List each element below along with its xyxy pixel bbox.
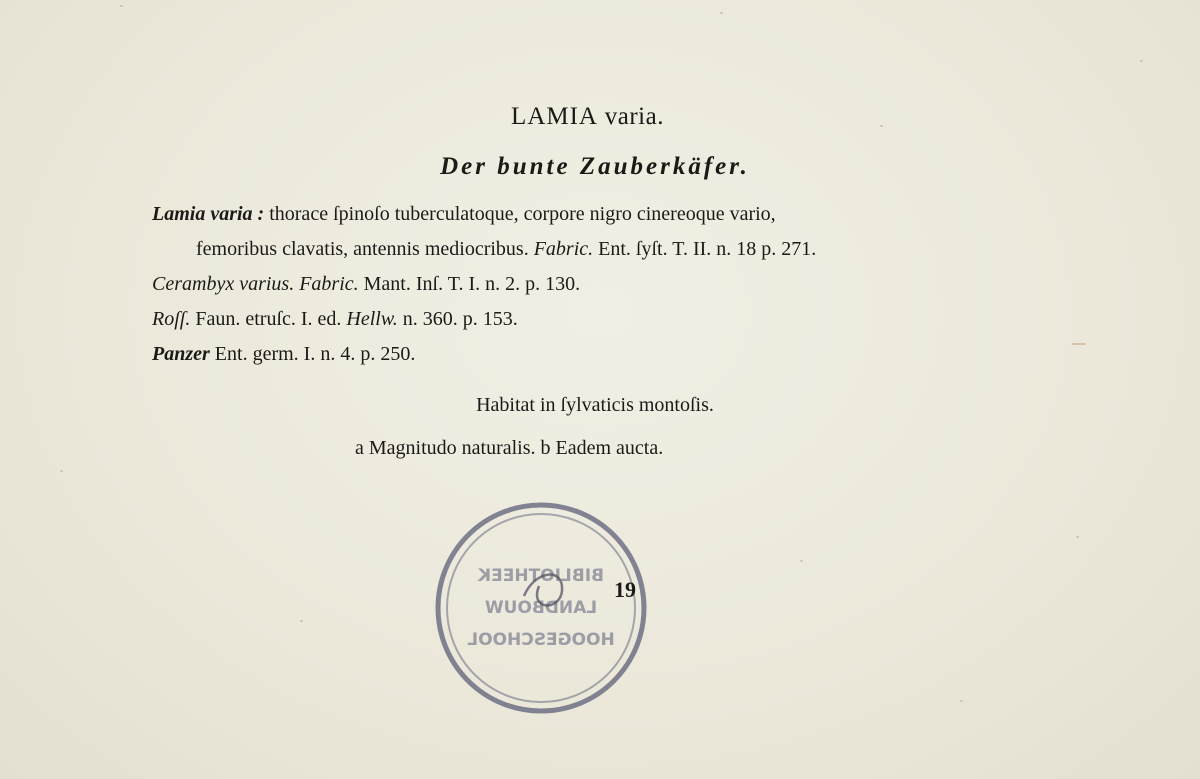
paper-fleck: [120, 5, 123, 7]
synonymy-line-5: [152, 343, 415, 366]
synonymy-line-1: [152, 203, 776, 226]
synonym-author: Fabric.: [533, 238, 594, 260]
synonym-name: Lamia varia :: [152, 203, 265, 225]
synonym-name: Panzer: [152, 343, 210, 365]
synonymy-line-2: [196, 238, 816, 261]
species-title: [0, 103, 1175, 131]
stamp-line: BIBLIOTHEEK: [477, 566, 605, 586]
synonym-author: Hellw.: [346, 308, 398, 330]
synonym-text: Mant. Inſ. T. I. n. 2. p. 130.: [358, 273, 581, 295]
synonym-text: Ent. ſyſt. T. II. n. 18 p. 271.: [593, 238, 817, 260]
synonym-text: femoribus clavatis, antennis mediocribus.: [196, 238, 534, 260]
page-number: 19: [614, 577, 636, 602]
habitat-line: Habitat in ſylvaticis montoſis.: [476, 394, 714, 416]
paper-fleck: [60, 470, 63, 472]
stamp-line: LANDBOUW: [484, 598, 598, 618]
synonym-text: thorace ſpinoſo tuberculatoque, corpore nigro cinereoque vario,: [264, 203, 776, 225]
synonym-name: Cerambyx varius. Fabric.: [152, 273, 359, 295]
synonym-text: Faun. etruſc. I. ed.: [190, 308, 347, 330]
synonymy-line-3: [152, 273, 580, 296]
synonymy-line-4: [152, 308, 518, 331]
title-genus: LAMIA: [511, 103, 598, 130]
synonym-name: Roſſ.: [152, 308, 191, 330]
german-name: Der bunte Zauberkäfer.: [440, 153, 750, 180]
synonym-text: Ent. germ. I. n. 4. p. 250.: [209, 343, 416, 365]
paper-fleck: [720, 12, 723, 14]
stamp-line: HOOGESCHOOL: [467, 630, 615, 650]
figure-legend: a Magnitudo naturalis. b Eadem aucta.: [355, 437, 664, 459]
paper-fleck: [300, 620, 303, 622]
library-stamp: [434, 501, 648, 715]
title-species: varia.: [604, 103, 664, 130]
paper-fleck: [1076, 536, 1079, 538]
paper-fleck: [1140, 60, 1143, 62]
paper-fleck: [960, 700, 963, 702]
paper-fleck: [800, 560, 803, 562]
synonym-text: n. 360. p. 153.: [397, 308, 518, 330]
paper-fleck: [1072, 343, 1086, 345]
